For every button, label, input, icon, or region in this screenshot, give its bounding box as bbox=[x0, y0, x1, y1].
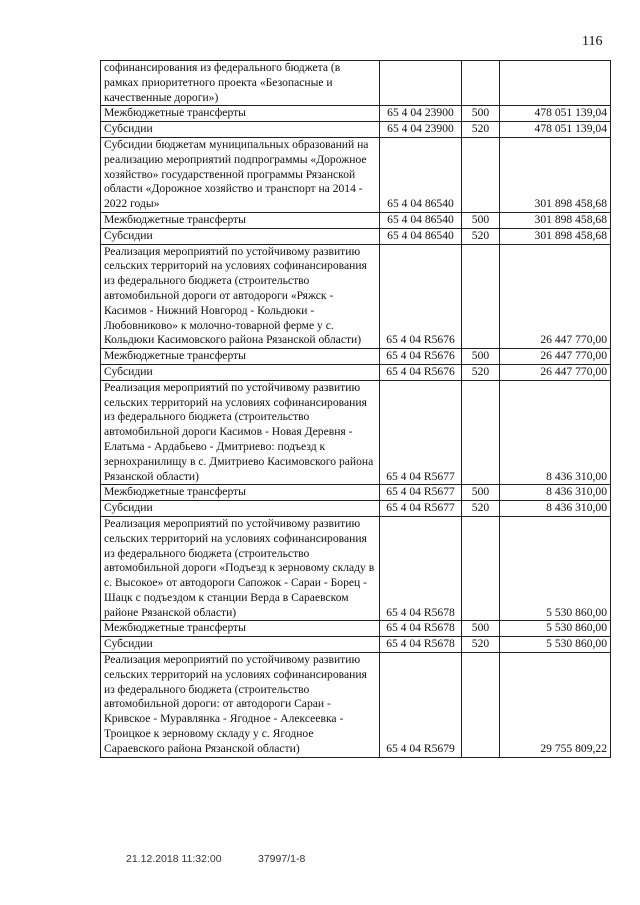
row-code-cell: 65 4 04 R5678 bbox=[380, 637, 462, 653]
row-type-cell bbox=[462, 244, 500, 349]
row-name-cell: Субсидии бюджетам муниципальных образований на реализацию мероприятий подпрограммы «Дорожное хозяйство» государственной программы Рязанской области «Дорожное хозяйство и транспорт на 2014 - 2022 годы» bbox=[101, 137, 380, 212]
row-sum-cell: 8 436 310,00 bbox=[500, 501, 611, 517]
row-sum-cell: 8 436 310,00 bbox=[500, 485, 611, 501]
row-name-cell: Межбюджетные трансферты bbox=[101, 621, 380, 637]
table-row bbox=[101, 380, 611, 485]
budget-table-body bbox=[101, 61, 611, 758]
table-row bbox=[101, 244, 611, 349]
table-row bbox=[101, 122, 611, 138]
row-type-cell: 520 bbox=[462, 228, 500, 244]
footer-date: 21.12.2018 11:32:00 bbox=[126, 853, 222, 865]
row-name-cell: Реализация мероприятий по устойчивому развитию сельских территорий на условиях софинансирования из федерального бюджета (строительство автомобильной дороги «Подъезд к зерновому складу в с. Высокое» от автодороги Сапожок - Сараи - Борец - Шацк с подъездом к станции Верда в Сараевском районе Рязанской области) bbox=[101, 516, 380, 621]
row-name-cell: Субсидии bbox=[101, 228, 380, 244]
row-type-cell: 500 bbox=[462, 349, 500, 365]
row-sum-cell: 5 530 860,00 bbox=[500, 637, 611, 653]
row-sum-cell: 301 898 458,68 bbox=[500, 137, 611, 212]
row-type-cell: 520 bbox=[462, 501, 500, 517]
row-code-cell: 65 4 04 R5676 bbox=[380, 244, 462, 349]
row-name-cell: Реализация мероприятий по устойчивому развитию сельских территорий на условиях софинансирования из федерального бюджета (строительство автомобильной дороги: от автодороги Сараи - Кривское - Муравлянка - Ягодное - Алексеевка - Троицкое к зерновому складу у с. Ягодное Сараевского района Рязанской области) bbox=[101, 653, 380, 758]
row-sum-cell: 478 051 139,04 bbox=[500, 106, 611, 122]
table-row bbox=[101, 516, 611, 621]
row-type-cell bbox=[462, 653, 500, 758]
row-sum-cell: 301 898 458,68 bbox=[500, 212, 611, 228]
row-type-cell: 500 bbox=[462, 106, 500, 122]
table-row bbox=[101, 212, 611, 228]
budget-table bbox=[100, 60, 611, 758]
row-name-cell: Реализация мероприятий по устойчивому развитию сельских территорий на условиях софинансирования из федерального бюджета (строительство автомобильной дороги от автодороги «Ряжск - Касимов - Нижний Новгород - Кольдюки - Любовниково» к молочно-товарной ферме у с. Кольдюки Касимовского района Рязанской области) bbox=[101, 244, 380, 349]
row-code-cell: 65 4 04 R5676 bbox=[380, 364, 462, 380]
row-sum-cell bbox=[500, 61, 611, 106]
row-code-cell: 65 4 04 23900 bbox=[380, 106, 462, 122]
row-name-cell: Субсидии bbox=[101, 364, 380, 380]
row-sum-cell: 26 447 770,00 bbox=[500, 349, 611, 365]
table-row bbox=[101, 485, 611, 501]
row-name-cell: Межбюджетные трансферты bbox=[101, 106, 380, 122]
table-row bbox=[101, 228, 611, 244]
row-name-cell: Реализация мероприятий по устойчивому развитию сельских территорий на условиях софинансирования из федерального бюджета (строительство автомобильной дороги Касимов - Новая Деревня - Елатьма - Ардабьево - Дмитриево: подъезд к зернохранилищу в с. Дмитриево Касимовского района Рязанской области) bbox=[101, 380, 380, 485]
row-type-cell bbox=[462, 516, 500, 621]
row-sum-cell: 478 051 139,04 bbox=[500, 122, 611, 138]
row-name-cell: Межбюджетные трансферты bbox=[101, 485, 380, 501]
row-type-cell: 520 bbox=[462, 364, 500, 380]
row-code-cell: 65 4 04 R5676 bbox=[380, 349, 462, 365]
row-code-cell: 65 4 04 86540 bbox=[380, 228, 462, 244]
row-sum-cell: 26 447 770,00 bbox=[500, 364, 611, 380]
table-row bbox=[101, 637, 611, 653]
row-code-cell: 65 4 04 R5678 bbox=[380, 516, 462, 621]
row-sum-cell: 26 447 770,00 bbox=[500, 244, 611, 349]
row-code-cell: 65 4 04 R5677 bbox=[380, 501, 462, 517]
table-row bbox=[101, 501, 611, 517]
row-type-cell bbox=[462, 61, 500, 106]
row-type-cell: 520 bbox=[462, 122, 500, 138]
row-name-cell: Субсидии bbox=[101, 501, 380, 517]
table-row bbox=[101, 621, 611, 637]
row-name-cell: Межбюджетные трансферты bbox=[101, 349, 380, 365]
row-code-cell: 65 4 04 R5677 bbox=[380, 380, 462, 485]
row-code-cell: 65 4 04 R5677 bbox=[380, 485, 462, 501]
table-row bbox=[101, 137, 611, 212]
table-row bbox=[101, 106, 611, 122]
row-sum-cell: 301 898 458,68 bbox=[500, 228, 611, 244]
row-code-cell bbox=[380, 61, 462, 106]
row-code-cell: 65 4 04 R5679 bbox=[380, 653, 462, 758]
table-row bbox=[101, 364, 611, 380]
row-code-cell: 65 4 04 86540 bbox=[380, 212, 462, 228]
row-sum-cell: 29 755 809,22 bbox=[500, 653, 611, 758]
row-type-cell bbox=[462, 380, 500, 485]
footer-doc-number: 37997/1-8 bbox=[258, 853, 306, 865]
row-type-cell: 500 bbox=[462, 212, 500, 228]
row-sum-cell: 5 530 860,00 bbox=[500, 516, 611, 621]
row-name-cell: Субсидии bbox=[101, 637, 380, 653]
row-name-cell: софинансирования из федерального бюджета (в рамках приоритетного проекта «Безопасные и качественные дороги») bbox=[101, 61, 380, 106]
row-code-cell: 65 4 04 23900 bbox=[380, 122, 462, 138]
row-type-cell: 500 bbox=[462, 485, 500, 501]
table-row bbox=[101, 349, 611, 365]
row-type-cell bbox=[462, 137, 500, 212]
row-code-cell: 65 4 04 R5678 bbox=[380, 621, 462, 637]
row-sum-cell: 8 436 310,00 bbox=[500, 380, 611, 485]
row-code-cell: 65 4 04 86540 bbox=[380, 137, 462, 212]
row-name-cell: Межбюджетные трансферты bbox=[101, 212, 380, 228]
row-type-cell: 500 bbox=[462, 621, 500, 637]
page-number: 116 bbox=[582, 34, 603, 49]
row-sum-cell: 5 530 860,00 bbox=[500, 621, 611, 637]
table-row bbox=[101, 61, 611, 106]
row-name-cell: Субсидии bbox=[101, 122, 380, 138]
row-type-cell: 520 bbox=[462, 637, 500, 653]
table-row bbox=[101, 653, 611, 758]
